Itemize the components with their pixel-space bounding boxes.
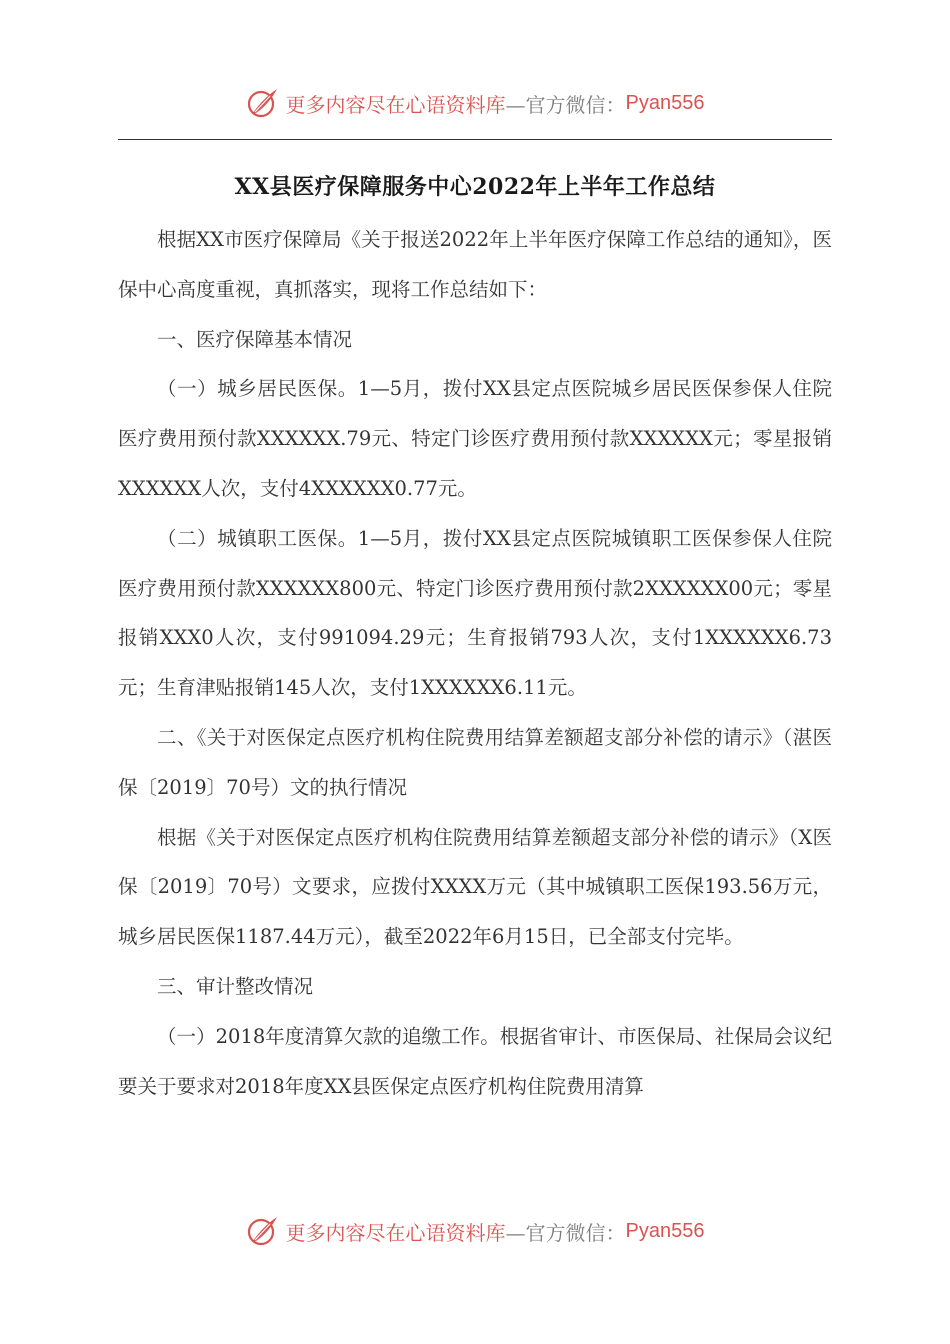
paragraph-audit: （一）2018年度清算欠款的追缴工作。根据省审计、市医保局、社保局会议纪要关于要求对2018年度XX县医保定点医疗机构住院费用清算: [118, 1024, 832, 1098]
heading-section-3: 三、审计整改情况: [157, 974, 314, 998]
banner-text-sep: —官方微信：: [505, 1220, 626, 1245]
paragraph-urban-rural: （一）城乡居民医保。1—5月，拨付XX县定点医院城乡居民医保参保人住院医疗费用预付款XXXXXX.79元、特定门诊医疗费用预付款XXXXXX元；零星报销XXXXXX人次，支付4XXXXXX0.77元。: [118, 377, 832, 500]
banner-wechat-id: Pyan556: [625, 1219, 705, 1242]
document-body: [118, 215, 832, 1111]
paragraph-compensation: 根据《关于对医保定点医疗机构住院费用结算差额超支部分补偿的请示》（X医保〔2019〕70号）文要求，应拨付XXXX万元（其中城镇职工医保193.56万元，城乡居民医保1187.44万元），截至2022年6月15日，已全部支付完毕。: [118, 825, 832, 949]
heading-section-2: 二、《关于对医保定点医疗机构住院费用结算差额超支部分补偿的请示》（湛医保〔2019〕70号）文的执行情况: [118, 725, 832, 799]
document-title: XX县医疗保障服务中心2022年上半年工作总结: [234, 174, 716, 200]
banner-text-main: 更多内容尽在心语资料库: [285, 1220, 506, 1245]
quill-logo-icon: [246, 1214, 280, 1248]
quill-logo-icon: [246, 86, 280, 120]
paragraph-employee: （二）城镇职工医保。1—5月，拨付XX县定点医院城镇职工医保参保人住院医疗费用预付款XXXXXX800元、特定门诊医疗费用预付款2XXXXXX00元；零星报销XXX0人次，支付991094.29元；生育报销793人次，支付1XXXXXX6.73元；生育津贴报销145人次，支付1XXXXXX6.11元。: [118, 526, 832, 700]
paragraph-intro: 根据XX市医疗保障局《关于报送2022年上半年医疗保障工作总结的通知》，医保中心高度重视，真抓落实，现将工作总结如下：: [118, 228, 832, 301]
banner-wechat-id: Pyan556: [625, 91, 705, 114]
header-banner: [0, 83, 950, 123]
heading-section-1: 一、医疗保障基本情况: [157, 327, 353, 351]
footer-banner: [0, 1211, 950, 1251]
banner-text-main: 更多内容尽在心语资料库: [285, 92, 506, 117]
banner-text-sep: —官方微信：: [505, 92, 626, 117]
header-divider: [118, 139, 832, 140]
